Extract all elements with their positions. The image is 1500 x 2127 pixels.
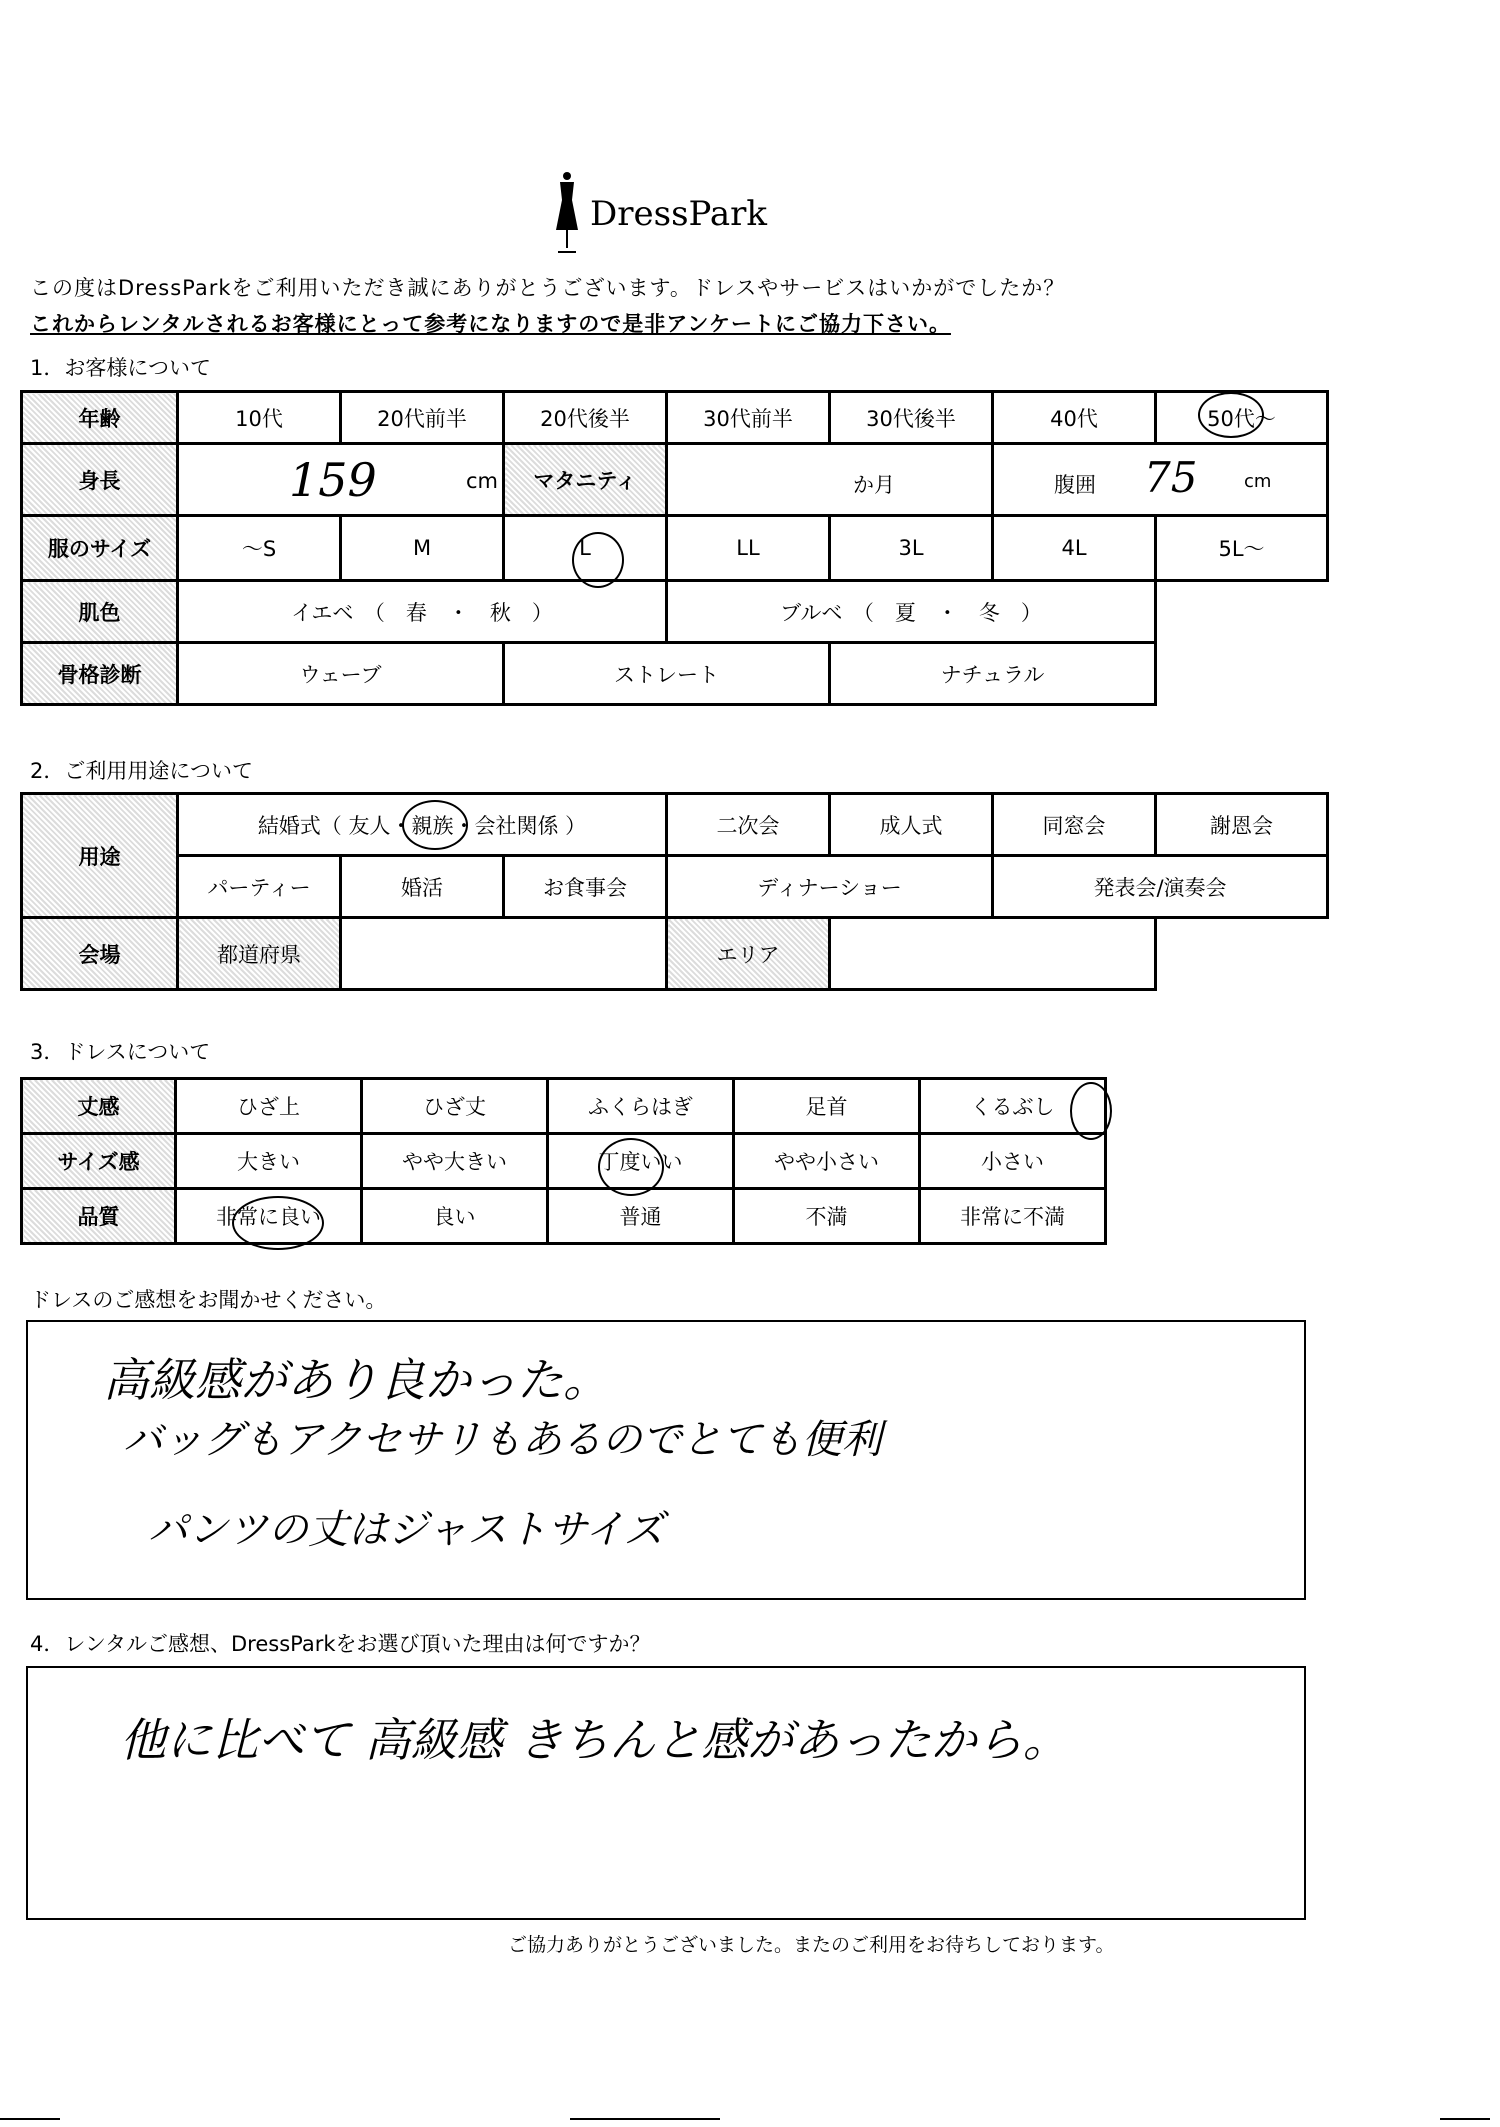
dress-comment-line: パンツの丈はジャストサイズ bbox=[148, 1507, 664, 1553]
purpose-wedding[interactable]: 結婚式（ 友人・親族・会社関係 ） bbox=[178, 794, 667, 856]
frame-option[interactable]: ウェーブ bbox=[178, 643, 504, 705]
age-option[interactable]: 10代 bbox=[178, 392, 341, 444]
scan-mark bbox=[0, 2118, 60, 2120]
quality-option[interactable]: 非常に不満 bbox=[920, 1189, 1106, 1244]
scan-mark bbox=[570, 2118, 720, 2120]
fit-option-selected[interactable]: 丁度いい bbox=[548, 1134, 734, 1189]
venue-label: 会場 bbox=[22, 918, 178, 990]
age-option[interactable]: 40代 bbox=[993, 392, 1156, 444]
frame-option[interactable]: ナチュラル bbox=[830, 643, 1156, 705]
dress-comment-box[interactable] bbox=[26, 1320, 1306, 1600]
fit-option[interactable]: 小さい bbox=[920, 1134, 1106, 1189]
dress-form-icon bbox=[550, 170, 584, 256]
quality-option[interactable]: 不満 bbox=[734, 1189, 920, 1244]
skin-blue-option[interactable]: ブルベ （ 夏 ・ 冬 ） bbox=[667, 581, 1156, 643]
dress-comment-line: 高級感があり良かった。 bbox=[103, 1353, 609, 1407]
purpose-option[interactable]: お食事会 bbox=[504, 856, 667, 918]
scan-mark bbox=[1440, 2118, 1490, 2120]
intro-text: この度はDressParkをご利用いただき誠にありがとうございます。ドレスやサービスはいかがでしたか？ bbox=[30, 276, 1066, 300]
length-selection-circle bbox=[1070, 1082, 1112, 1140]
size-option[interactable]: M bbox=[341, 516, 504, 581]
section3-title: 3．ドレスについて bbox=[30, 1040, 211, 1064]
size-option[interactable]: 3L bbox=[830, 516, 993, 581]
months-label: か月 bbox=[853, 473, 895, 497]
maternity-months-field[interactable] bbox=[667, 444, 993, 516]
age-option-selected[interactable]: 50代～ bbox=[1156, 392, 1328, 444]
quality-selection-circle bbox=[232, 1196, 324, 1250]
reason-answer: 他に比べて 高級感 きちんと感があったから。 bbox=[120, 1713, 1069, 1767]
dress-comment-line: バッグもアクセサリもあるのでとても便利 bbox=[123, 1417, 882, 1463]
section1-title: 1．お客様について bbox=[30, 356, 211, 380]
reason-box[interactable] bbox=[26, 1666, 1306, 1920]
purpose-table bbox=[20, 792, 1329, 991]
purpose-option[interactable]: 婚活 bbox=[341, 856, 504, 918]
age-option[interactable]: 20代前半 bbox=[341, 392, 504, 444]
size-option-selected[interactable]: L bbox=[504, 516, 667, 581]
quality-option-selected[interactable]: 非常に良い bbox=[176, 1189, 362, 1244]
age-label: 年齢 bbox=[22, 392, 178, 444]
waist-field[interactable] bbox=[993, 444, 1328, 516]
purpose-option[interactable]: 同窓会 bbox=[993, 794, 1156, 856]
height-unit: cm bbox=[465, 469, 498, 493]
dress-comment-prompt: ドレスのご感想をお聞かせください。 bbox=[30, 1288, 387, 1312]
fit-option[interactable]: 大きい bbox=[176, 1134, 362, 1189]
length-option[interactable]: ひざ丈 bbox=[362, 1079, 548, 1134]
brand-name: DressPark bbox=[590, 194, 768, 234]
intro-request: これからレンタルされるお客様にとって参考になりますので是非アンケートにご協力下さい。 bbox=[30, 312, 951, 336]
area-field[interactable] bbox=[830, 918, 1156, 990]
purpose-option[interactable]: 成人式 bbox=[830, 794, 993, 856]
size-option[interactable]: ～S bbox=[178, 516, 341, 581]
length-option[interactable]: ふくらはぎ bbox=[548, 1079, 734, 1134]
quality-label: 品質 bbox=[22, 1189, 176, 1244]
purpose-option[interactable]: 謝恩会 bbox=[1156, 794, 1328, 856]
size-option[interactable]: 4L bbox=[993, 516, 1156, 581]
purpose-selection-circle bbox=[402, 800, 468, 850]
size-option[interactable]: LL bbox=[667, 516, 830, 581]
section4-title: 4．レンタルご感想、DressParkをお選び頂いた理由は何ですか？ bbox=[30, 1632, 651, 1656]
frame-label: 骨格診断 bbox=[22, 643, 178, 705]
size-selection-circle bbox=[572, 532, 624, 588]
size-option[interactable]: 5L～ bbox=[1156, 516, 1328, 581]
waist-label: 腹囲 bbox=[1054, 473, 1096, 497]
dress-table bbox=[20, 1077, 1107, 1245]
skin-label: 肌色 bbox=[22, 581, 178, 643]
quality-option[interactable]: 普通 bbox=[548, 1189, 734, 1244]
purpose-option[interactable]: ディナーショー bbox=[667, 856, 993, 918]
skin-yellow-option[interactable]: イエベ （ 春 ・ 秋 ） bbox=[178, 581, 667, 643]
prefecture-field[interactable] bbox=[341, 918, 667, 990]
waist-unit: cm bbox=[1244, 471, 1272, 492]
length-option-selected[interactable]: くるぶし bbox=[920, 1079, 1106, 1134]
fit-option[interactable]: やや小さい bbox=[734, 1134, 920, 1189]
section2-title: 2．ご利用用途について bbox=[30, 759, 253, 783]
height-value: 159 bbox=[289, 453, 377, 507]
purpose-label: 用途 bbox=[22, 794, 178, 918]
purpose-option[interactable]: 二次会 bbox=[667, 794, 830, 856]
prefecture-label: 都道府県 bbox=[178, 918, 341, 990]
purpose-option[interactable]: 発表会/演奏会 bbox=[993, 856, 1328, 918]
age-option[interactable]: 30代前半 bbox=[667, 392, 830, 444]
length-option[interactable]: 足首 bbox=[734, 1079, 920, 1134]
footer-thanks: ご協力ありがとうございました。またのご利用をお待ちしております。 bbox=[508, 1934, 1115, 1956]
size-label: 服のサイズ bbox=[22, 516, 178, 581]
age-option[interactable]: 20代後半 bbox=[504, 392, 667, 444]
height-label: 身長 bbox=[22, 444, 178, 516]
length-option[interactable]: ひざ上 bbox=[176, 1079, 362, 1134]
height-field[interactable] bbox=[178, 444, 504, 516]
brand-logo bbox=[550, 170, 790, 260]
fit-option[interactable]: やや大きい bbox=[362, 1134, 548, 1189]
customer-table bbox=[20, 390, 1329, 706]
area-label: エリア bbox=[667, 918, 830, 990]
frame-option[interactable]: ストレート bbox=[504, 643, 830, 705]
fit-label: サイズ感 bbox=[22, 1134, 176, 1189]
purpose-option[interactable]: パーティー bbox=[178, 856, 341, 918]
quality-option[interactable]: 良い bbox=[362, 1189, 548, 1244]
length-label: 丈感 bbox=[22, 1079, 176, 1134]
age-selection-circle bbox=[1198, 392, 1264, 438]
age-option[interactable]: 30代後半 bbox=[830, 392, 993, 444]
waist-value: 75 bbox=[1144, 453, 1198, 502]
maternity-label: マタニティ bbox=[504, 444, 667, 516]
fit-selection-circle bbox=[598, 1138, 664, 1196]
